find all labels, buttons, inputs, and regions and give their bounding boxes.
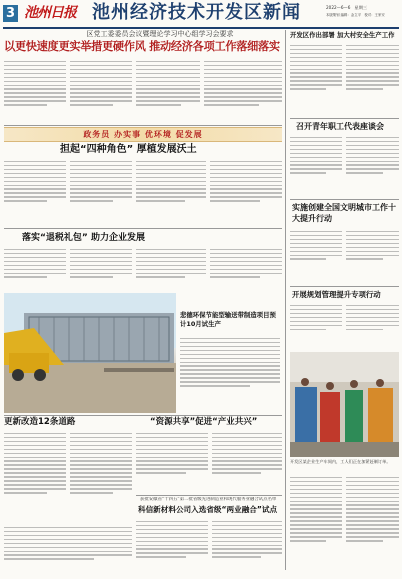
- right4-headline: 开展规划管理提升专项行动: [292, 290, 381, 299]
- story3-body-col-2: [70, 246, 132, 290]
- right1-body-col-2: [346, 42, 399, 112]
- factory-photo: [290, 352, 399, 457]
- right4-body-col-1: [290, 302, 342, 348]
- story6-body-col-1: [136, 430, 208, 492]
- story6-body-col-2: [212, 430, 282, 492]
- story5-body-col-1: [4, 430, 66, 522]
- campaign-banner: [4, 127, 282, 142]
- lead-body-col-3: [136, 58, 200, 124]
- campaign-banner-text: 政务员 办实事 优环境 促发展: [83, 130, 203, 139]
- column-divider: [285, 30, 286, 570]
- story5-body-col-2: [70, 430, 132, 522]
- right5-body-col-2: [346, 474, 399, 574]
- masthead: [0, 0, 402, 26]
- section-divider: [136, 495, 282, 496]
- section-title: 池州经济技术开发区新闻: [92, 2, 301, 23]
- right5-body-col-1: [290, 474, 342, 574]
- story4-headline: 悲德环保节能型输送带制造项目预计10月试生产: [180, 311, 276, 328]
- story4-body: [180, 335, 280, 411]
- story6-headline: “资源共享”促进“产业共兴”: [150, 417, 258, 427]
- photo-caption: 开发区某企业生产车间内，工人们正在加紧赶制订单。: [290, 459, 391, 464]
- right2-body-col-2: [346, 134, 399, 194]
- story2-headline: 担起“四种角色” 厚植发展沃土: [60, 144, 197, 155]
- lead-kicker: 区党工委委员会议暨理论学习中心组学习会要求: [86, 30, 234, 38]
- right4-body-col-2: [346, 302, 399, 348]
- issue-date: 2022—6—6 星期三: [326, 5, 368, 10]
- story5-headline: 更新改造12条道路: [4, 417, 76, 427]
- right3-body-col-2: [346, 228, 399, 280]
- section-divider: [4, 125, 282, 126]
- newspaper-logo: 池州日报: [24, 5, 76, 21]
- masthead-rule: [3, 27, 399, 29]
- section-divider: [4, 415, 282, 416]
- section-divider: [290, 118, 399, 119]
- story3-headline: 落实“退税礼包” 助力企业发展: [22, 233, 145, 243]
- lead-body-col-2: [70, 58, 132, 124]
- page-number-badge: 3: [3, 5, 18, 22]
- section-divider: [4, 228, 282, 229]
- factory-scene-graphic: [290, 352, 399, 457]
- section-divider: [290, 199, 399, 200]
- story2-body-col-4: [210, 158, 282, 218]
- right3-headline: 实施创建全国文明城市工作十大提升行动: [292, 203, 396, 223]
- right3-body-col-1: [290, 228, 342, 280]
- story7-body-col-2: [212, 518, 282, 574]
- story2-body-col-3: [136, 158, 206, 218]
- lead-headline: 以更快速度更实举措更硬作风 推动经济各项工作落细落实: [4, 40, 280, 53]
- story3-body-col-3: [136, 246, 206, 290]
- story7-headline: 科信新材料公司入选省级“两业融合”试点: [138, 505, 278, 514]
- right2-headline: 召开青年职工代表座谈会: [296, 122, 384, 131]
- story2-body-col-1: [4, 158, 66, 218]
- story7-kicker: 获批安徽省“十四五”第二批省级先进制造业和现代服务业融合试点名单: [140, 497, 277, 502]
- section-divider: [290, 286, 399, 287]
- story5-body-col-extra: [4, 524, 132, 574]
- right1-headline: 开发区作出部署 加大村安全生产工作: [290, 31, 395, 39]
- story2-body-col-2: [70, 158, 132, 218]
- story3-body-col-1: [4, 246, 66, 290]
- lead-body-col-4: [204, 58, 282, 124]
- story7-body-col-1: [136, 518, 208, 574]
- construction-photo: [4, 293, 176, 413]
- right2-body-col-1: [290, 134, 342, 194]
- right1-body-col-1: [290, 42, 342, 112]
- construction-scene-graphic: [4, 293, 176, 413]
- lead-body-col-1: [4, 58, 66, 124]
- editor-line: 本版策划 编辑：金立平 校对：王家安: [326, 13, 385, 17]
- story3-body-col-4: [210, 246, 282, 290]
